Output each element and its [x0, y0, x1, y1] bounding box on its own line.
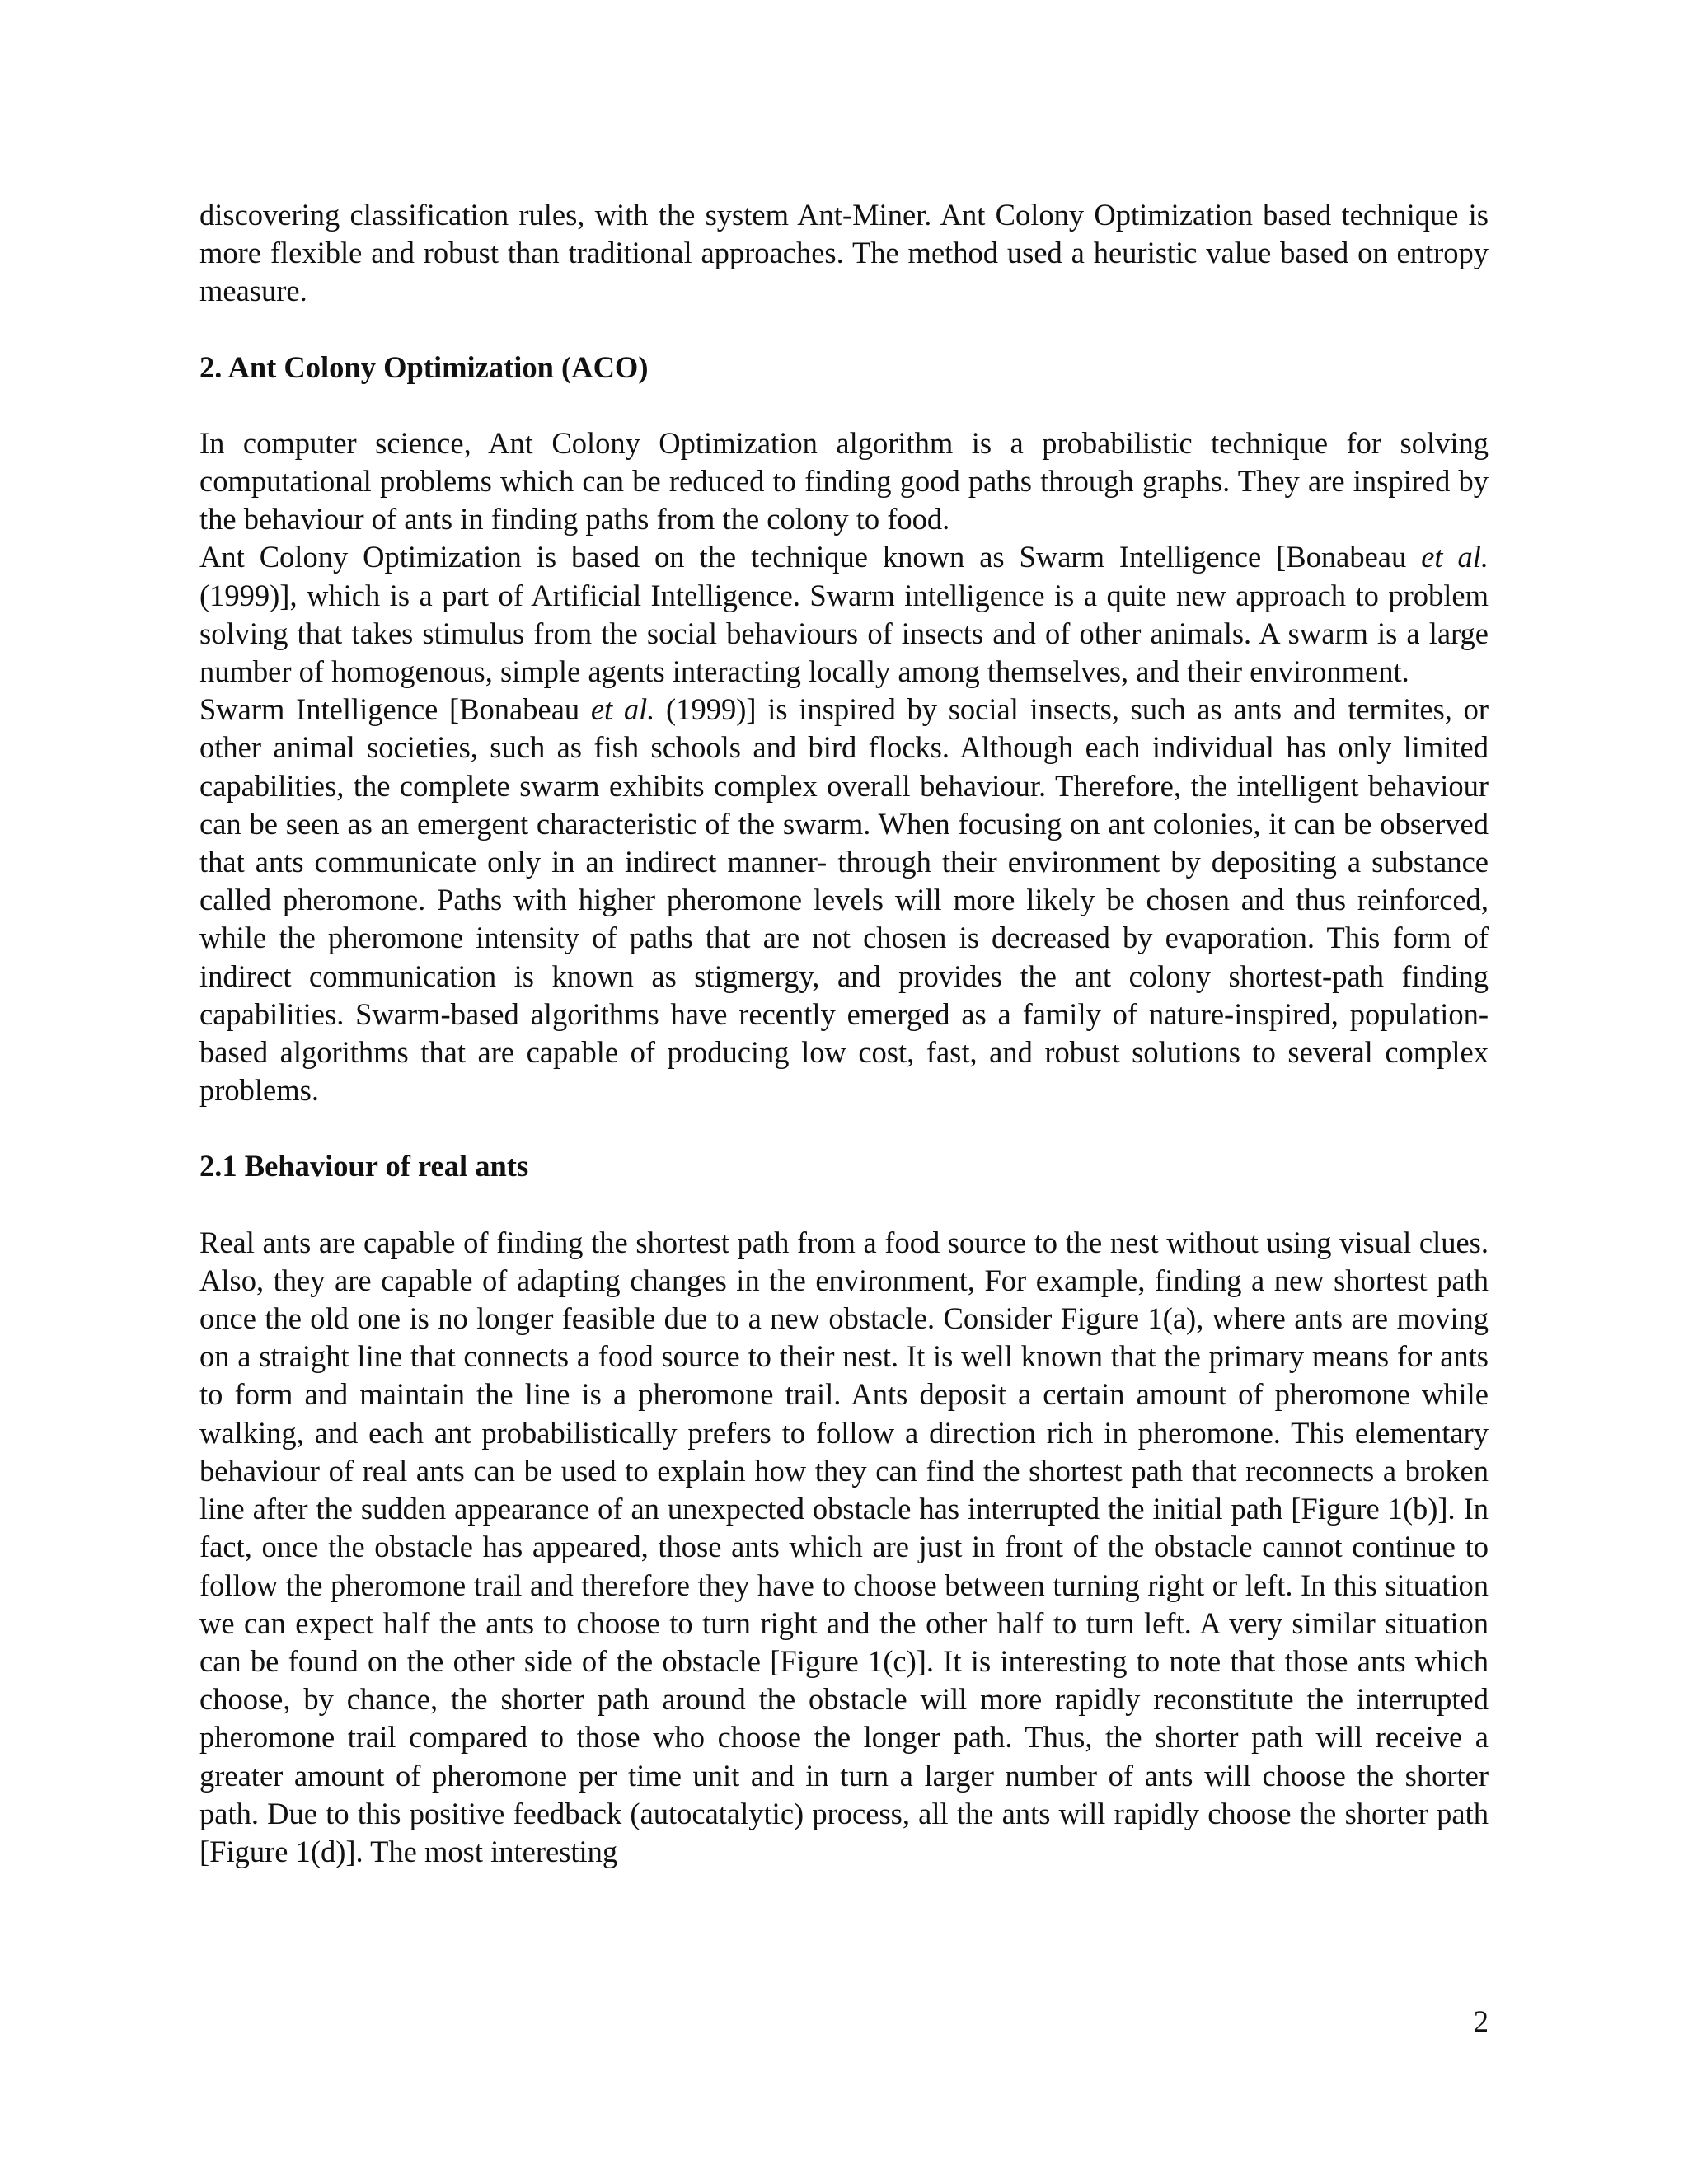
section-heading-real-ants: 2.1 Behaviour of real ants	[199, 1149, 529, 1183]
aco-paragraph-3-text-a: Swarm Intelligence [Bonabeau	[199, 692, 591, 727]
aco-paragraph-2-text-a: Ant Colony Optimization is based on the technique known as Swarm Intelligence [Bonabeau	[199, 540, 1422, 574]
aco-paragraph-3	[199, 691, 1489, 1109]
section-heading-aco: 2. Ant Colony Optimization (ACO)	[199, 349, 649, 384]
real-ants-paragraph: Real ants are capable of finding the shortest path from a food source to the nest without using visual clues. Also, they are capable of adapting changes in the environment, For example, finding a new shortest path once the old one is no longer feasible due to a new obstacle. Consider Figure 1(a), where ants are moving on a straight line that connects a food source to their nest. It is well known that the primary means for ants to form and maintain the line is a pheromone trail. Ants deposit a certain amount of pheromone while walking, and each ant probabilistically prefers to follow a direction rich in pheromone. This elementary behaviour of real ants can be used to explain how they can find the shortest path that reconnects a broken line after the sudden appearance of an unexpected obstacle has interrupted the initial path [Figure 1(b)]. In fact, once the obstacle has appeared, those ants which are just in front of the obstacle cannot continue to follow the pheromone trail and therefore they have to choose between turning right or left. In this situation we can expect half the ants to choose to turn right and the other half to turn left. A very similar situation can be found on the other side of the obstacle [Figure 1(c)]. It is interesting to note that those ants which choose, by chance, the shorter path around the obstacle will more rapidly reconstitute the interrupted pheromone trail compared to those who choose the longer path. Thus, the shorter path will receive a greater amount of pheromone per time unit and in turn a larger number of ants will choose the shorter path. Due to this positive feedback (autocatalytic) process, all the ants will rapidly choose the shorter path [Figure 1(d)]. The most interesting	[199, 1225, 1489, 1868]
aco-paragraph-3-text-b: (1999)] is inspired by social insects, such as ants and termites, or other animal societies, such as fish schools and bird flocks. Although each individual has only limited capabilities, the complete swarm exhibits complex overall behaviour. Therefore, the intelligent behaviour can be seen as an emergent characteristic of the swarm. When focusing on ant colonies, it can be observed that ants communicate only in an indirect manner- through their environment by depositing a substance called pheromone. Paths with higher pheromone levels will more likely be chosen and thus reinforced, while the pheromone intensity of paths that are not chosen is decreased by evaporation. This form of indirect communication is known as stigmergy, and provides the ant colony shortest-path finding capabilities. Swarm-based algorithms have recently emerged as a family of nature-inspired, population-based algorithms that are capable of producing low cost, fast, and robust solutions to several complex problems.	[199, 692, 1489, 1108]
aco-paragraph-2	[199, 538, 1489, 691]
spacer	[199, 1186, 1489, 1224]
citation-et-al: et al.	[1421, 540, 1489, 574]
spacer	[199, 1109, 1489, 1147]
page-body	[199, 196, 1489, 1871]
citation-et-al: et al.	[590, 692, 655, 727]
aco-paragraph-2-text-b: (1999)], which is a part of Artificial Intelligence. Swarm intelligence is a quite new approach to problem solving that takes stimulus from the social behaviours of insects and of other animals. A swarm is a large number of homogenous, simple agents interacting locally among themselves, and their environment.	[199, 578, 1489, 689]
spacer	[199, 311, 1489, 349]
page-number: 2	[1473, 2004, 1489, 2038]
intro-paragraph: discovering classification rules, with the system Ant-Miner. Ant Colony Optimization based technique is more flexible and robust than traditional approaches. The method used a heuristic value based on entropy measure.	[199, 198, 1489, 308]
aco-paragraph-1: In computer science, Ant Colony Optimization algorithm is a probabilistic technique for solving computational problems which can be reduced to finding good paths through graphs. They are inspired by the behaviour of ants in finding paths from the colony to food.	[199, 425, 1489, 537]
spacer	[199, 387, 1489, 424]
